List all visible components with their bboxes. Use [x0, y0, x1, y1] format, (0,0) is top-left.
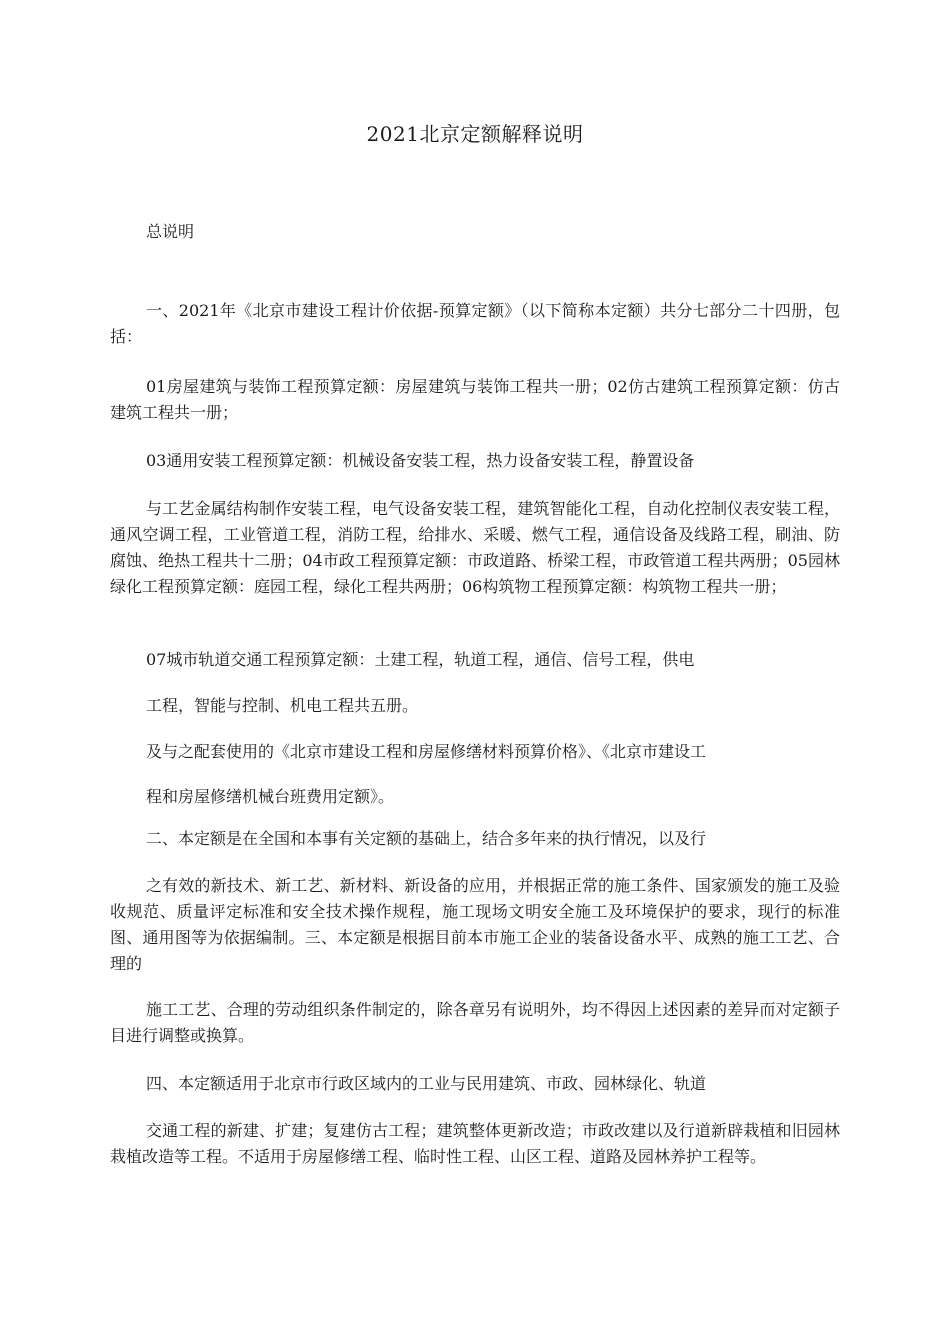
paragraph-9: 二、本定额是在全国和本事有关定额的基础上，结合多年来的执行情况，以及行: [146, 829, 707, 848]
paragraph-10: 之有效的新技术、新工艺、新材料、新设备的应用，并根据正常的施工条件、国家颁发的施工及验收规范、质量评定标准和安全技术操作规程，施工现场文明安全施工及环境保护的要求，现行的标准图、通用图等为依据编制。三、本定额是根据目前本市施工企业的装备设备水平、成熟的施工工艺、合理的: [110, 876, 840, 973]
paragraph-5: 07城市轨道交通工程预算定额：土建工程，轨道工程，通信、信号工程，供电: [146, 650, 695, 669]
section-heading: 总说明: [146, 222, 195, 241]
document-title: 2021北京定额解释说明: [366, 122, 584, 146]
paragraph-12: 四、本定额适用于北京市行政区域内的工业与民用建筑、市政、园林绿化、轨道: [146, 1074, 707, 1093]
paragraph-6: 工程，智能与控制、机电工程共五册。: [146, 696, 419, 715]
paragraph-13: 交通工程的新建、扩建；复建仿古工程；建筑整体更新改造；市政改建以及行道新辟栽植和旧园林栽植改造等工程。不适用于房屋修缮工程、临时性工程、山区工程、道路及园林养护工程等。: [110, 1121, 840, 1166]
paragraph-7: 及与之配套使用的《北京市建设工程和房屋修缮材料预算价格》、《北京市建设工: [146, 742, 707, 761]
paragraph-2: 01房屋建筑与装饰工程预算定额：房屋建筑与装饰工程共一册；02仿古建筑工程预算定额：仿古建筑工程共一册；: [110, 377, 840, 422]
paragraph-3: 03通用安装工程预算定额：机械设备安装工程，热力设备安装工程，静置设备: [146, 451, 695, 470]
paragraph-11: 施工工艺、合理的劳动组织条件制定的，除各章另有说明外，均不得因上述因素的差异而对定额子目进行调整或换算。: [110, 1000, 840, 1045]
paragraph-8: 程和房屋修缮机械台班费用定额》。: [146, 787, 395, 806]
paragraph-4: 与工艺金属结构制作安装工程，电气设备安装工程，建筑智能化工程，自动化控制仪表安装工程，通风空调工程，工业管道工程，消防工程，给排水、采暖、燃气工程，通信设备及线路工程，刷油、防腐蚀、绝热工程共十二册；04市政工程预算定额：市政道路、桥梁工程，市政管道工程共两册；05园林绿化工程预算定额：庭园工程，绿化工程共两册；06构筑物工程预算定额：构筑物工程共一册；: [110, 499, 840, 596]
paragraph-1: 一、2021年《北京市建设工程计价依据-预算定额》（以下简称本定额）共分七部分二十四册，包括：: [110, 301, 840, 346]
